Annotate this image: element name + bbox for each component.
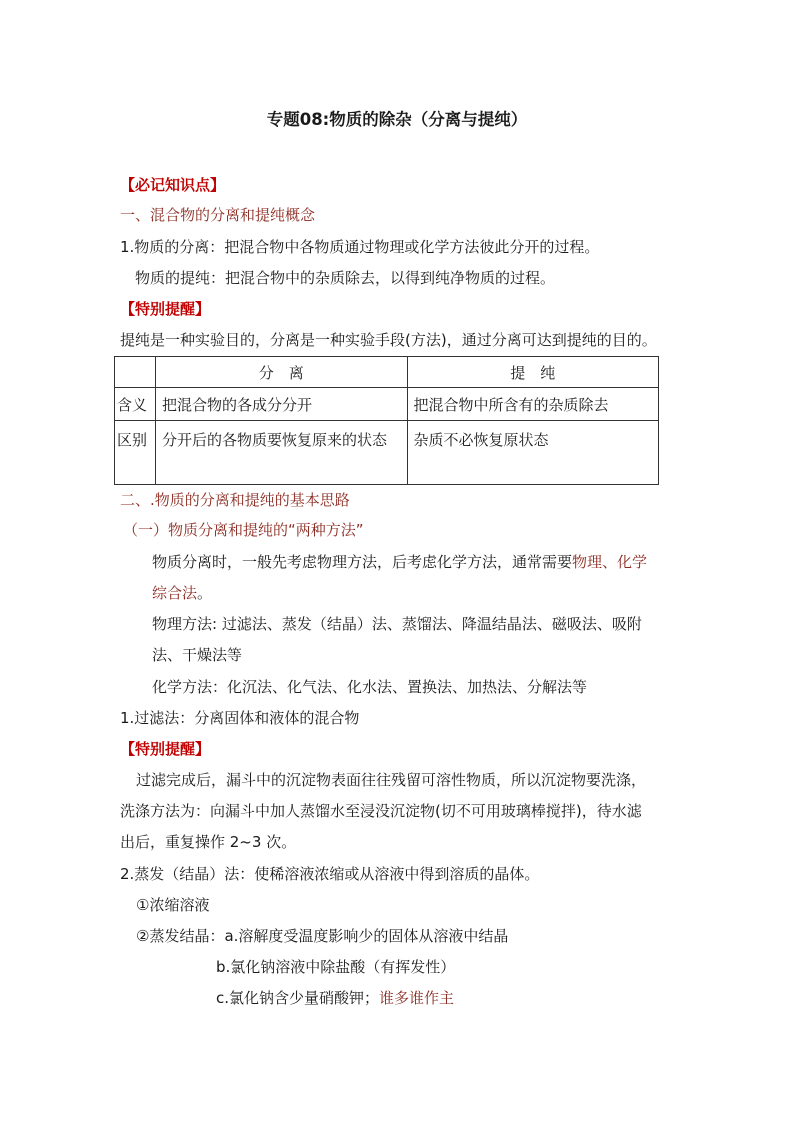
paragraph-methods-line1 [152,552,647,572]
evaporation-title: 2.蒸发（结晶）法：使稀溶液浓缩或从溶液中得到溶质的晶体。 [120,865,540,883]
highlight-text: 综合法 [152,584,198,602]
heading-basic-approach: 二、.物质的分离和提纯的基本思路 [120,491,350,509]
heading-concepts: 一、混合物的分离和提纯概念 [120,206,316,224]
evaporation-item-c [216,988,454,1008]
tip2-line1: 过滤完成后，漏斗中的沉淀物表面往往残留可溶性物质，所以沉淀物要洗涤， [136,771,647,789]
tip1-text: 提纯是一种实验目的，分离是一种实验手段(方法)，通过分离可达到提纯的目的。 [120,331,657,349]
table-cell: 把混合物的各成分分开 [156,388,408,421]
highlight-text: 物理、化学 [572,553,648,571]
item-text: c.氯化钠含少量硝酸钾； [216,989,380,1007]
paragraph-text: 。 [197,584,213,602]
definition-purification: 物质的提纯：把混合物中的杂质除去，以得到纯净物质的过程。 [135,269,556,287]
table-row [115,421,659,485]
filter-method-title: 1.过滤法：分离固体和液体的混合物 [120,709,360,727]
evaporation-item-b: b.氯化钠溶液中除盐酸（有挥发性） [216,958,456,976]
table-row [115,388,659,421]
physical-methods-line1: 物理方法: 过滤法、蒸发（结晶）法、蒸馏法、降温结晶法、磁吸法、吸附 [152,615,642,633]
special-tip-1: 【特别提醒】 [120,300,211,318]
table-cell: 分开后的各物质要恢复原来的状态 [156,421,408,485]
special-tip-2: 【特别提醒】 [120,740,211,758]
table-header-cell: 提 纯 [407,357,659,388]
table-cell: 区别 [115,421,156,485]
definition-separation: 1.物质的分离：把混合物中各物质通过物理或化学方法彼此分开的过程。 [120,238,600,256]
comparison-table [114,356,659,485]
subheading-two-methods: （一）物质分离和提纯的“两种方法” [123,521,364,539]
table-header-row [115,357,659,388]
table-header-cell: 分 离 [156,357,408,388]
tip2-line2: 洗涤方法为：向漏斗中加人蒸馏水至浸没沉淀物(切不可用玻璃棒搅拌)，待水滤 [120,802,642,820]
table-cell: 含义 [115,388,156,421]
highlight-text: 谁多谁作主 [379,989,455,1007]
page-title: 专题08:物质的除杂（分离与提纯） [266,110,528,129]
physical-methods-line2: 法、干燥法等 [152,646,243,664]
chemical-methods: 化学方法：化沉法、化气法、化水法、置换法、加热法、分解法等 [152,678,588,696]
table-cell: 杂质不必恢复原状态 [407,421,659,485]
section-must-know: 【必记知识点】 [120,176,226,194]
table-header-cell [115,357,156,388]
tip2-line3: 出后，重复操作 2~3 次。 [120,833,297,851]
evaporation-item-1: ①浓缩溶液 [136,896,210,914]
table-cell: 把混合物中所含有的杂质除去 [407,388,659,421]
evaporation-item-2: ②蒸发结晶：a.溶解度受温度影响少的固体从溶液中结晶 [136,927,509,945]
paragraph-text: 物质分离时，一般先考虑物理方法，后考虑化学方法，通常需要 [152,553,573,571]
paragraph-methods-line2 [152,583,212,603]
